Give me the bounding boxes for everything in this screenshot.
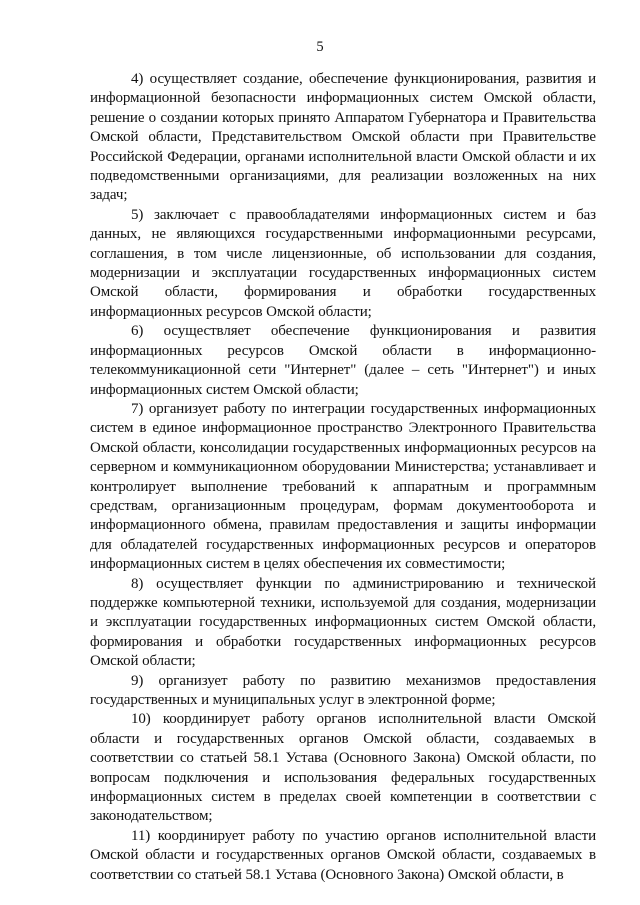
paragraph-item-9: 9) организует работу по развитию механизмов предоставления государственных и муниципальных услуг в электронной форме; — [90, 672, 596, 708]
paragraph-item-4: 4) осуществляет создание, обеспечение функционирования, развития и информационной безопасности информационных систем Омской области, решение о создании которых принято Аппаратом Губернатора и Правительства Омской области, Представительством Омской области при Правительстве Российской Федерации, органами исполнительной власти Омской области и их подведомственными организациями, для реализации возложенных на них задач; — [90, 71, 596, 204]
paragraph-item-8: 8) осуществляет функции по администрированию и технической поддержке компьютерной техники, используемой для создания, модернизации и эксплуатации государственных информационных систем Омской области, формирования и обработки государственных информационных ресурсов Омской области; — [90, 575, 596, 670]
paragraph-item-7: 7) организует работу по интеграции государственных информационных систем в единое информационное пространство Электронного Правительства Омской области, консолидации государственных информационных ресурсов на серверном и коммуникационном оборудовании Министерства; устанавливает и контролирует выполнение требований к аппаратным и программным средствам, организационным процедурам, формам документооборота и информационного обмена, правилам предоставления и защиты информации для обладателей государственных информационных ресурсов и операторов информационных систем в целях обеспечения их совместимости; — [90, 400, 596, 573]
page-number: 5 — [316, 39, 324, 55]
document-body — [90, 70, 596, 885]
paragraph-item-6: 6) осуществляет обеспечение функционирования и развития информационных ресурсов Омской области в информационно-телекоммуникационной сети "Интернет" (далее – сеть "Интернет") и иных информационных систем Омской области; — [90, 323, 596, 398]
paragraph-item-5: 5) заключает с правообладателями информационных систем и баз данных, не являющихся государственными информационными ресурсами, соглашения, в том числе лицензионные, об использовании для создания, модернизации и эксплуатации государственных информационных систем Омской области, формирования и обработки государственных информационных ресурсов Омской области; — [90, 206, 596, 320]
paragraph-item-11: 11) координирует работу по участию органов исполнительной власти Омской области и государственных органов Омской области, создаваемых в соответствии со статьей 58.1 Устава (Основного Закона) Омской области, в — [90, 827, 596, 883]
paragraph-item-10: 10) координирует работу органов исполнительной власти Омской области и государственных органов Омской области, создаваемых в соответствии со статьей 58.1 Устава (Основного Закона) Омской области, по вопросам подключения и использования федеральных государственных информационных систем в пределах своей компетенции в соответствии с законодательством; — [90, 711, 596, 825]
